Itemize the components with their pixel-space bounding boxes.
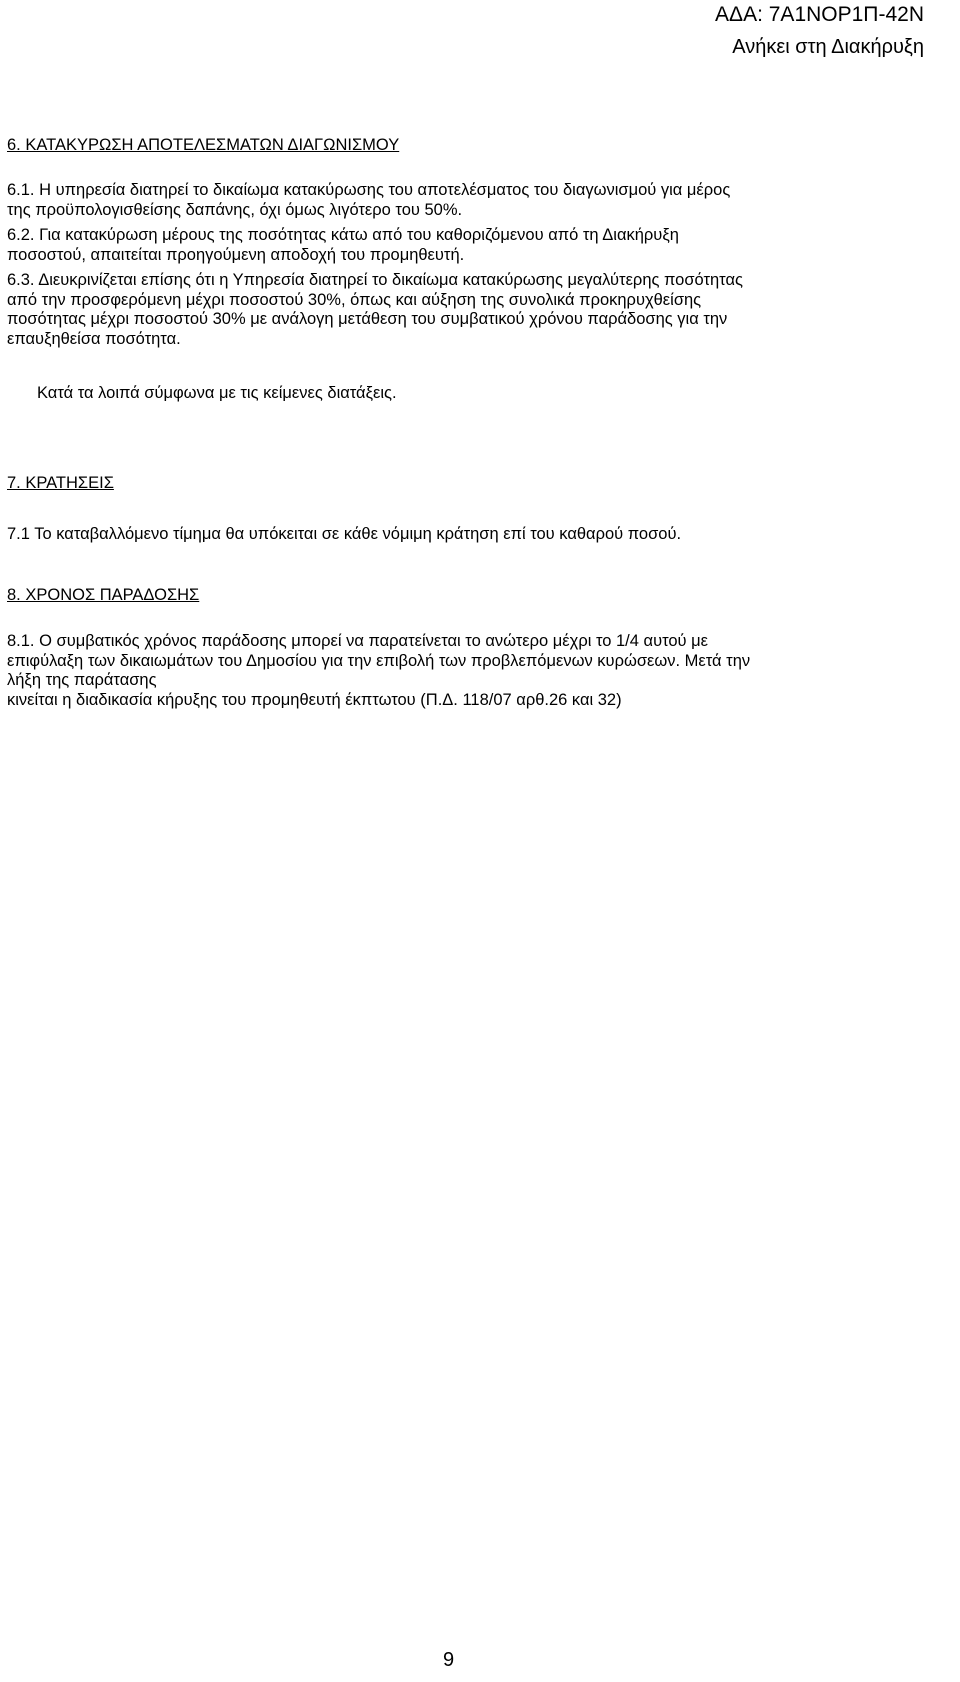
ada-code: ΑΔΑ: 7Α1ΝΟΡ1Π-42Ν bbox=[715, 3, 924, 26]
paragraph-line: ποσότητας μέχρι ποσοστού 30% με ανάλογη μετάθεση του συμβατικού χρόνου παράδοσης για την bbox=[7, 310, 728, 329]
paragraph-6-1 bbox=[7, 181, 925, 220]
paragraph-line: από την προσφερόμενη μέχρι ποσοστού 30%, όπως και αύξηση της συνολικά προκηρυχθείσης bbox=[7, 290, 702, 309]
paragraph-7-1: 7.1 Το καταβαλλόμενο τίμημα θα υπόκειται σε κάθε νόμιμη κράτηση επί του καθαρού ποσού. bbox=[7, 525, 682, 543]
paragraph-line: ποσοστού, απαιτείται προηγούμενη αποδοχή του προμηθευτή. bbox=[7, 245, 465, 264]
paragraph-6-2 bbox=[7, 226, 925, 265]
paragraph-line: της προϋπολογισθείσης δαπάνης, όχι όμως λιγότερο του 50%. bbox=[7, 200, 463, 219]
paragraph-line: κινείται η διαδικασία κήρυξης του προμηθευτή έκπτωτου (Π.Δ. 118/07 αρθ.26 και 32) bbox=[7, 690, 622, 709]
section-7-title: 7. ΚΡΑΤΗΣΕΙΣ bbox=[7, 474, 114, 492]
paragraph-6-3 bbox=[7, 271, 925, 349]
paragraph-line: λήξη της παράτασης bbox=[7, 671, 157, 690]
belongs-to-note: Ανήκει στη Διακήρυξη bbox=[732, 36, 924, 58]
paragraph-line: 6.2. Για κατακύρωση μέρους της ποσότητας κάτω από του καθοριζόμενου από τη Διακήρυξη bbox=[7, 226, 679, 244]
page-number: 9 bbox=[443, 1649, 455, 1671]
section-6-title: 6. ΚΑΤΑΚΥΡΩΣΗ ΑΠΟΤΕΛΕΣΜΑΤΩΝ ΔΙΑΓΩΝΙΣΜΟΥ bbox=[7, 136, 400, 154]
paragraph-line: επαυξηθείσα ποσότητα. bbox=[7, 329, 181, 348]
paragraph-line: 6.1. Η υπηρεσία διατηρεί το δικαίωμα κατακύρωσης του αποτελέσματος του διαγωνισμού για μέρος bbox=[7, 181, 731, 199]
section-8-title: 8. ΧΡΟΝΟΣ ΠΑΡΑΔΟΣΗΣ bbox=[7, 586, 200, 604]
paragraph-8-1 bbox=[7, 632, 925, 710]
closing-statement: Κατά τα λοιπά σύμφωνα με τις κείμενες διατάξεις. bbox=[37, 384, 397, 402]
paragraph-line: 6.3. Διευκρινίζεται επίσης ότι η Υπηρεσία διατηρεί το δικαίωμα κατακύρωσης μεγαλύτερης ποσότητας bbox=[7, 271, 743, 289]
paragraph-line: επιφύλαξη των δικαιωμάτων του Δημοσίου για την επιβολή των προβλεπόμενων κυρώσεων. Μετά την bbox=[7, 651, 751, 670]
paragraph-line: 8.1. Ο συμβατικός χρόνος παράδοσης μπορεί να παρατείνεται το ανώτερο μέχρι το 1/4 αυτού με bbox=[7, 632, 709, 650]
